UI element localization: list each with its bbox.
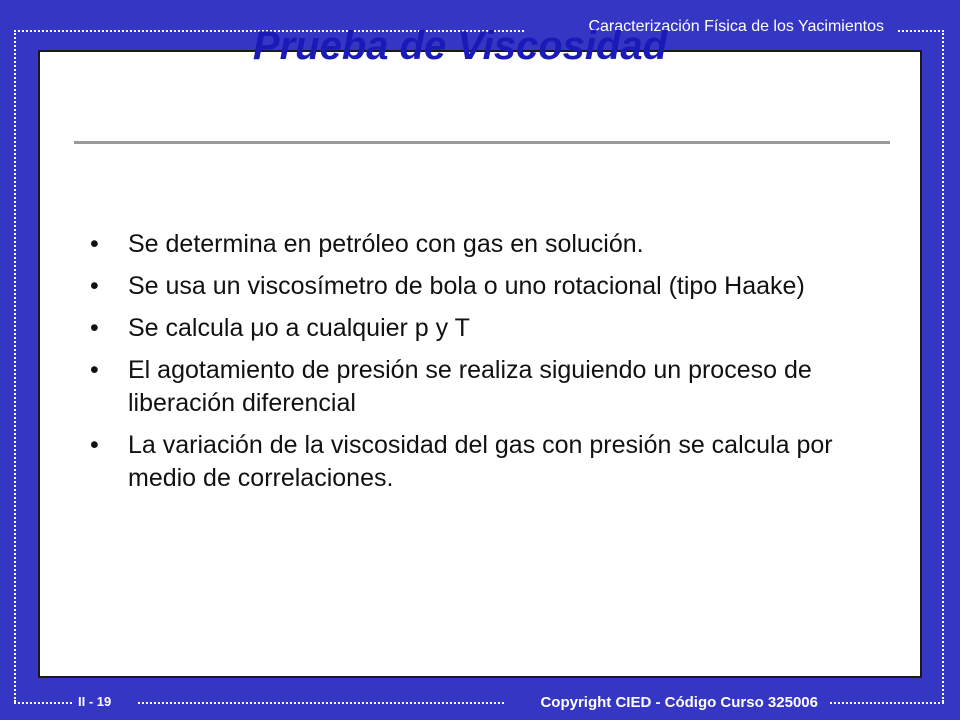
title-rule: [74, 141, 890, 144]
frame-right-border: [942, 30, 944, 702]
bullet-text: Se determina en petróleo con gas en solución.: [128, 230, 644, 258]
header-title: Caracterización Física de los Yacimientos: [588, 18, 884, 35]
bullet-marker: •: [90, 314, 99, 342]
bullet-marker: •: [90, 230, 99, 258]
copyright-text: Copyright CIED - Código Curso 325006: [540, 694, 818, 711]
bullet-item: [90, 429, 880, 495]
frame-left-border: [14, 30, 16, 702]
bullet-marker: •: [90, 272, 99, 300]
bullet-item: [90, 270, 880, 303]
bullet-list: [90, 228, 880, 504]
bullet-marker: •: [90, 431, 99, 459]
bullet-item: [90, 312, 880, 345]
bullet-text: La variación de la viscosidad del gas con presión se calcula por medio de correlaciones.: [128, 431, 833, 492]
bullet-text: Se calcula μo a cualquier p y T: [128, 314, 470, 342]
slide-title: Prueba de Viscosidad: [252, 24, 668, 68]
slide-panel: [38, 50, 922, 678]
frame-bottom-right-border: [830, 702, 944, 704]
page-number: II - 19: [78, 694, 112, 709]
bullet-item: [90, 228, 880, 261]
bullet-text: El agotamiento de presión se realiza siguiendo un proceso de liberación diferencial: [128, 356, 812, 417]
bullet-text: Se usa un viscosímetro de bola o uno rotacional (tipo Haake): [128, 272, 805, 300]
bullet-marker: •: [90, 356, 99, 384]
frame-bottom-left-border: [14, 702, 72, 704]
frame-bottom-mid-border: [138, 702, 504, 704]
bullet-item: [90, 354, 880, 420]
